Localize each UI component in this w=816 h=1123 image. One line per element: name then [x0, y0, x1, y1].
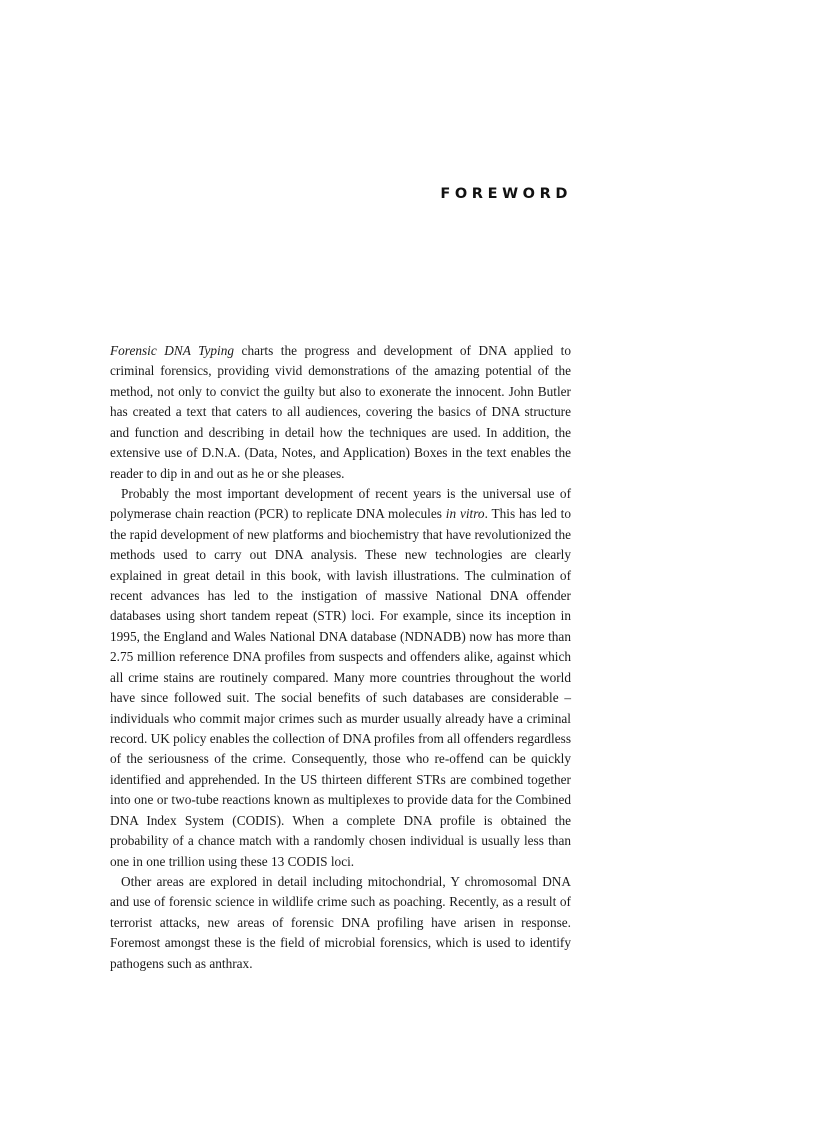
body-text — [110, 341, 571, 974]
paragraph-2-text-after: . This has led to the rapid development of new platforms and biochemistry that have revolutionized the methods used to carry out DNA analysis. These new technologies are clearly explained in great detail in this book, with lavish illustrations. The culmination of recent advances has led to the instigation of massive National DNA offender databases using short tandem repeat (STR) loci. For example, since its inception in 1995, the England and Wales National DNA database (NDNADB) now has more than 2.75 million reference DNA profiles from suspects and offenders alike, against which all crime stains are routinely compared. Many more countries throughout the world have since followed suit. The social benefits of such databases are considerable – individuals who commit major crimes such as murder usually already have a criminal record. UK policy enables the collection of DNA profiles from all offenders regardless of the seriousness of the crime. Consequently, those who re-offend can be quickly identified and apprehended. In the US thirteen different STRs are combined together into one or two-tube reactions known as multiplexes to provide data for the Combined DNA Index System (CODIS). When a complete DNA profile is obtained the probability of a chance match with a randomly chosen individual is usually less than one in one trillion using these 13 CODIS loci. — [110, 506, 571, 869]
paragraph-3-text: Other areas are explored in detail including mitochondrial, Y chromosomal DNA and use of forensic science in wildlife crime such as poaching. Recently, as a result of terrorist attacks, new areas of forensic DNA profiling have arisen in response. Foremost amongst these is the field of microbial forensics, which is used to identify pathogens such as anthrax. — [110, 873, 571, 971]
paragraph-2-text-before: Probably the most important development of recent years is the universal use of polymerase chain reaction (PCR) to replicate DNA molecules — [110, 485, 571, 522]
page-title: FOREWORD — [440, 186, 572, 202]
paragraph-1-text: charts the progress and development of DNA applied to criminal forensics, providing vivid demonstrations of the amazing potential of the method, not only to convict the guilty but also to exonerate the innocent. John Butler has created a text that caters to all audiences, covering the basics of DNA structure and function and describing in detail how the techniques are used. In addition, the extensive use of D.N.A. (Data, Notes, and Application) Boxes in the text enables the reader to dip in and out as he or she pleases. — [110, 343, 571, 481]
paragraph-1 — [110, 341, 571, 484]
paragraph-3 — [110, 872, 571, 974]
book-title-italic: Forensic DNA Typing — [110, 343, 235, 358]
paragraph-2 — [110, 484, 571, 872]
in-vitro-italic: in vitro — [445, 506, 485, 522]
